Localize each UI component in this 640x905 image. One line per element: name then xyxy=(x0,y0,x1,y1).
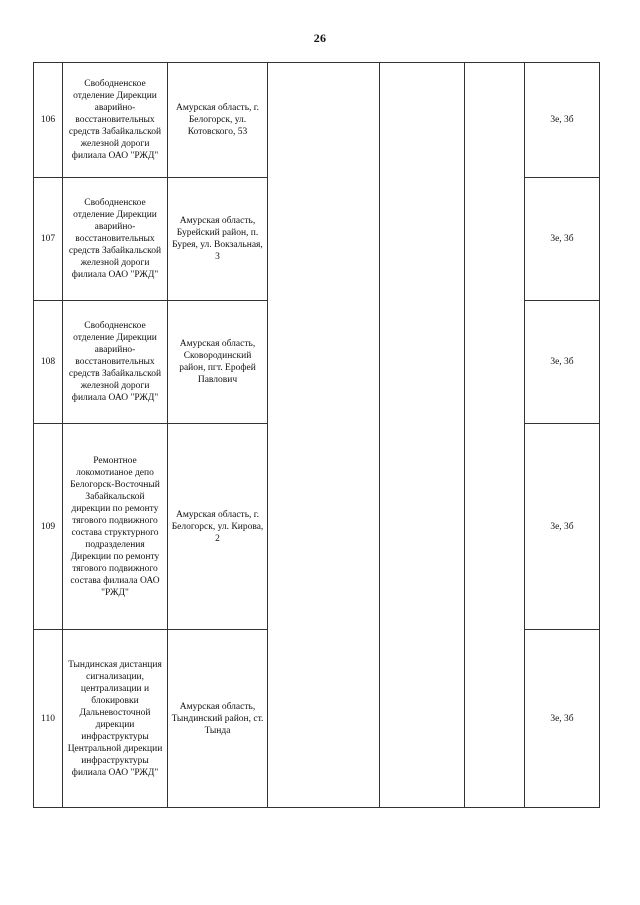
address-cell: Амурская область, Бурейский район, п. Бурея, ул. Вокзальная, 3 xyxy=(168,178,268,301)
registry-table xyxy=(33,62,600,808)
address-cell: Амурская область, г. Белогорск, ул. Котовского, 53 xyxy=(168,63,268,178)
code-cell: 3е, 3б xyxy=(525,301,600,424)
code-cell: 3е, 3б xyxy=(525,424,600,630)
page-number: 26 xyxy=(313,31,327,45)
address-cell: Амурская область, Сковородинский район, пгт. Ерофей Павлович xyxy=(168,301,268,424)
code-cell: 3е, 3б xyxy=(525,178,600,301)
row-number: 108 xyxy=(34,301,63,424)
row-number: 109 xyxy=(34,424,63,630)
organization-name: Свободненское отделение Дирекции аварийно-восстановительных средств Забайкальской железной дороги филиала ОАО "РЖД" xyxy=(63,178,168,301)
row-number: 107 xyxy=(34,178,63,301)
empty-column-cell xyxy=(465,63,525,808)
address-cell: Амурская область, Тындинский район, ст. Тында xyxy=(168,630,268,808)
code-cell: 3е, 3б xyxy=(525,630,600,808)
row-number: 106 xyxy=(34,63,63,178)
table-row xyxy=(34,63,600,178)
organization-name: Ремонтное локомотианое депо Белогорск-Восточный Забайкальской дирекции по ремонту тягового подвижного состава структурного подразделения Дирекции по ремонту тягового подвижного состава филиала ОАО "РЖД" xyxy=(63,424,168,630)
organization-name: Тындинская дистанция сигнализации, централизации и блокировки Дальневосточной дирекции инфраструктуры Центральной дирекции инфраструктуры филиала ОАО "РЖД" xyxy=(63,630,168,808)
row-number: 110 xyxy=(34,630,63,808)
organization-name: Свободненское отделение Дирекции аварийно-восстановительных средств Забайкальской железной дороги филиала ОАО "РЖД" xyxy=(63,63,168,178)
empty-column-cell xyxy=(380,63,465,808)
empty-column-cell xyxy=(268,63,380,808)
code-cell: 3е, 3б xyxy=(525,63,600,178)
address-cell: Амурская область, г. Белогорск, ул. Кирова, 2 xyxy=(168,424,268,630)
organization-name: Свободненское отделение Дирекции аварийно-восстановительных средств Забайкальской железной дороги филиала ОАО "РЖД" xyxy=(63,301,168,424)
